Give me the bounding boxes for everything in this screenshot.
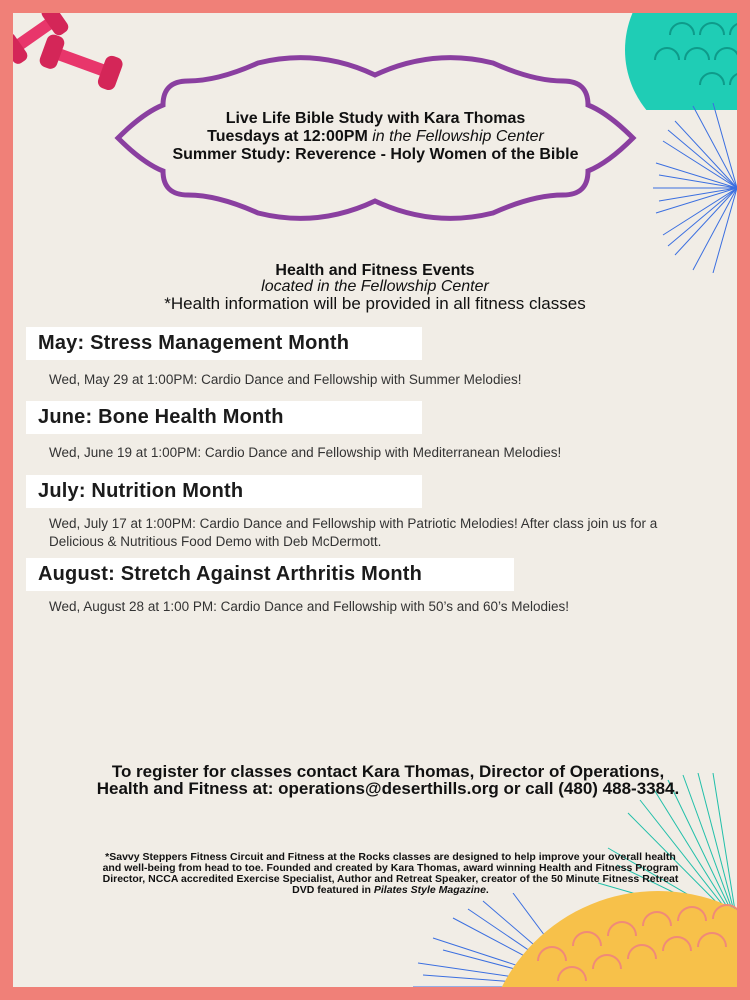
banner-location: in the Fellowship Center [372, 128, 544, 145]
banner-line-1: Live Life Bible Study with Kara Thomas [225, 110, 526, 127]
footnote-end: . [485, 884, 489, 896]
blue-burst-decoration [653, 103, 737, 273]
month-heading-june: June: Bone Health Month [26, 401, 422, 434]
month-heading-may: May: Stress Management Month [26, 327, 422, 360]
health-fitness-note: *Health information will be provided in all fitness classes [164, 294, 586, 313]
footnote [98, 852, 683, 896]
month-heading-july: July: Nutrition Month [26, 475, 422, 508]
event-july: Wed, July 17 at 1:00PM: Cardio Dance and Fellowship with Patriotic Melodies! After class join us for a Delicious & Nutritious Food Demo with Deb McDermott. [49, 516, 658, 549]
event-june: Wed, June 19 at 1:00PM: Cardio Dance and Fellowship with Mediterranean Melodies! [49, 445, 562, 460]
banner-text [108, 110, 643, 164]
event-may: Wed, May 29 at 1:00PM: Cardio Dance and Fellowship with Summer Melodies! [49, 372, 522, 387]
month-heading-august: August: Stretch Against Arthritis Month [26, 558, 514, 591]
footnote-magazine: Pilates Style Magazine [373, 884, 486, 896]
bible-study-banner [108, 53, 643, 233]
banner-line-2 [108, 128, 643, 146]
footnote-text: *Savvy Steppers Fitness Circuit and Fitness at the Rocks classes are designed to help improve your overall health and well-being from head to toe. Founded and created by Kara Thomas, award winning Health and Fitness Program Director, NCCA accredited Exercise Specialist, Author and Retreat Speaker, creator of the 50 Minute Fitness Retreat DVD featured in [102, 851, 679, 896]
flyer-page [13, 13, 737, 987]
health-fitness-header [13, 262, 737, 313]
registration-contact: To register for classes contact Kara Thomas, Director of Operations, Health and Fitness at: operations@deserthills.org or call (480) 488-3384. [96, 762, 680, 798]
banner-time: Tuesdays at 12:00PM [207, 128, 368, 145]
health-fitness-subtitle: located in the Fellowship Center [261, 278, 489, 295]
event-august: Wed, August 28 at 1:00 PM: Cardio Dance and Fellowship with 50’s and 60’s Melodies! [49, 599, 570, 614]
banner-line-3: Summer Study: Reverence - Holy Women of the Bible [172, 146, 579, 163]
health-fitness-title: Health and Fitness Events [275, 262, 475, 279]
yellow-scallop-decoration [458, 891, 737, 987]
